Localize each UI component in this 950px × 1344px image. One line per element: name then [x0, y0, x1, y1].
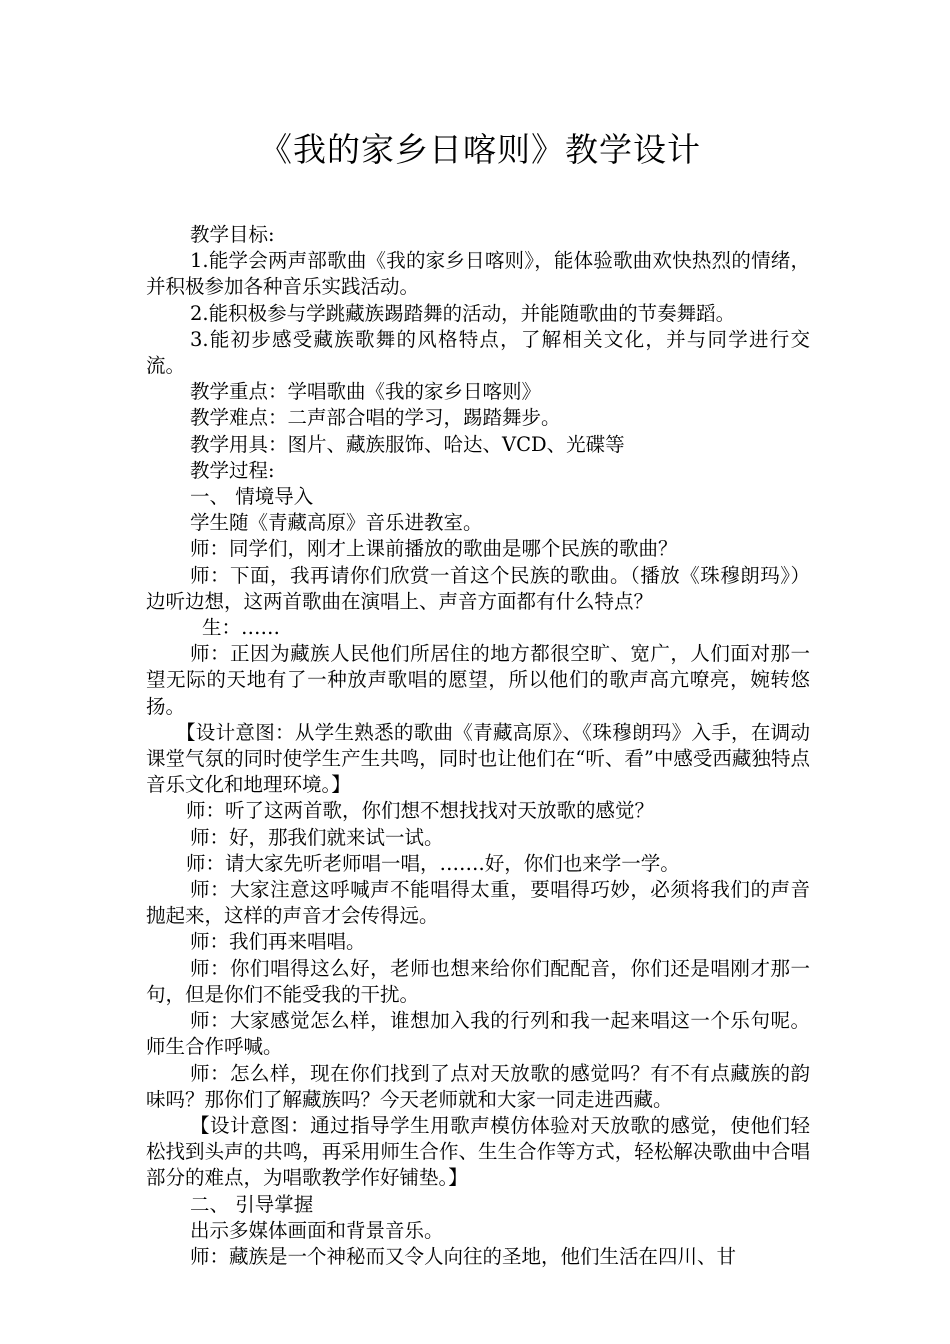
paragraph: 师：正因为藏族人民他们所居住的地方都很空旷、宽广，人们面对那一望无际的天地有了一种放声歌唱的愿望，所以他们的歌声高亢嘹亮，婉转悠扬。	[146, 642, 810, 718]
section-heading-2: 二、 引导掌握	[190, 1192, 314, 1216]
paragraph-objective-2: 2.能积极参与学跳藏族踢踏舞的活动，并能随歌曲的节奏舞蹈。	[190, 301, 736, 325]
paragraph: 师：你们唱得这么好，老师也想来给你们配配音，你们还是唱刚才那一句，但是你们不能受我的干扰。	[146, 956, 810, 1006]
paragraph: 出示多媒体画面和背景音乐。	[190, 1218, 444, 1242]
section-heading-1: 一、 情境导入	[190, 485, 314, 509]
paragraph-objective-3: 3.能初步感受藏族歌舞的风格特点，了解相关文化，并与同学进行交流。	[146, 327, 810, 378]
paragraph: 师：同学们，刚才上课前播放的歌曲是哪个民族的歌曲？	[190, 537, 678, 561]
paragraph-key-point: 教学重点：学唱歌曲《我的家乡日喀则》	[190, 380, 542, 404]
paragraph: 师：大家注意这呼喊声不能唱得太重，要唱得巧妙，必须将我们的声音抛起来，这样的声音才会传得远。	[146, 878, 810, 928]
paragraph: 师：藏族是一个神秘而又令人向往的圣地，他们生活在四川、甘	[190, 1244, 737, 1268]
paragraph: 师：好，那我们就来试一试。	[190, 825, 444, 849]
paragraph: 师：怎么样，现在你们找到了点对天放歌的感觉吗？有不有点藏族的韵味吗？那你们了解藏族吗？今天老师就和大家一同走进西藏。	[146, 1061, 810, 1111]
document-body	[146, 222, 810, 1270]
design-intent-note: 【设计意图：从学生熟悉的歌曲《青藏高原》、《珠穆朗玛》入手，在调动课堂气氛的同时使学生产生共鸣，同时也让他们在“听、看”中感受西藏独特点音乐文化和地理环境。】	[146, 720, 810, 797]
paragraph-objectives-heading: 教学目标:	[190, 223, 275, 246]
paragraph: 师：我们再来唱唱。	[190, 930, 366, 954]
paragraph: 生：……	[202, 616, 281, 640]
paragraph-objective-1: 1.能学会两声部歌曲《我的家乡日喀则》，能体验歌曲欢快热烈的情绪，并积极参加各种音乐实践活动。	[146, 249, 810, 299]
paragraph: 师：听了这两首歌，你们想不想找找对天放歌的感觉？	[186, 799, 655, 823]
paragraph: 师：大家感觉怎么样，谁想加入我的行列和我一起来唱这一个乐句呢。 师生合作呼喊。	[146, 1009, 810, 1059]
paragraph-materials: 教学用具：图片、藏族服饰、哈达、VCD、光碟等	[190, 432, 625, 456]
paragraph: 师：请大家先听老师唱一唱，…….好，你们也来学一学。	[186, 851, 680, 875]
paragraph: 师：下面，我再请你们欣赏一首这个民族的歌曲。（播放《珠穆朗玛》）边听边想，这两首歌曲在演唱上、声音方面都有什么特点？	[146, 563, 810, 613]
paragraph-process-heading: 教学过程:	[190, 458, 275, 482]
document-title: 《我的家乡日喀则》教学设计	[259, 130, 701, 169]
paragraph: 学生随《青藏高原》音乐进教室。	[190, 511, 483, 535]
paragraph-difficulty: 教学难点：二声部合唱的学习，踢踏舞步。	[190, 406, 561, 430]
design-intent-note: 【设计意图：通过指导学生用歌声模仿体验对天放歌的感觉，使他们轻松找到头声的共鸣，再采用师生合作、生生合作等方式，轻松解决歌曲中合唱部分的难点，为唱歌教学作好铺垫。】	[146, 1113, 810, 1190]
